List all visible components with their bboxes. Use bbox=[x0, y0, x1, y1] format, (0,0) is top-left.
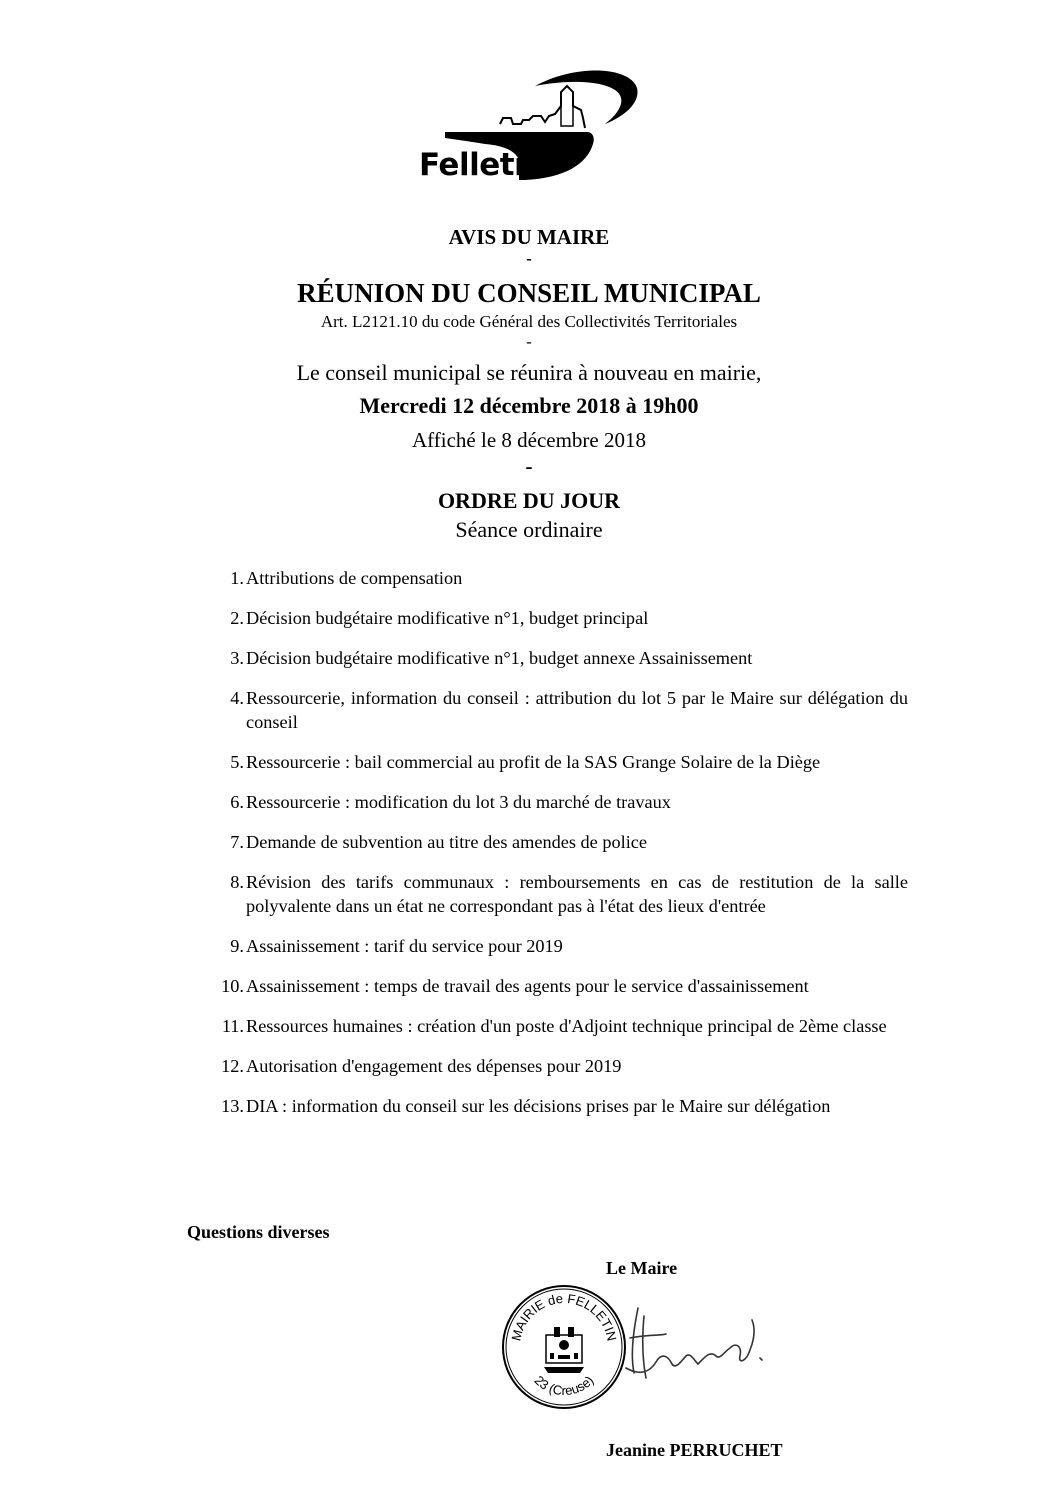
signature-icon bbox=[620, 1298, 770, 1393]
item-number: 2. bbox=[230, 608, 244, 628]
list-item bbox=[210, 566, 908, 590]
agenda-title: ORDRE DU JOUR bbox=[437, 488, 621, 513]
item-number: 7. bbox=[230, 832, 244, 852]
signatory-title: Le Maire bbox=[606, 1258, 678, 1278]
meeting-date: Mercredi 12 décembre 2018 à 19h00 bbox=[359, 393, 699, 418]
item-number: 13. bbox=[221, 1096, 244, 1116]
item-number: 8. bbox=[230, 872, 244, 892]
logo-text: Felletin bbox=[419, 147, 546, 183]
item-number: 11. bbox=[221, 1016, 244, 1036]
item-text: Ressourcerie : bail commercial au profit de la SAS Grange Solaire de la Diège bbox=[246, 752, 821, 772]
item-text: Demande de subvention au titre des amendes de police bbox=[246, 832, 648, 852]
item-number: 4. bbox=[230, 688, 244, 708]
item-text: Assainissement : tarif du service pour 2019 bbox=[246, 936, 563, 956]
list-item bbox=[210, 686, 908, 734]
official-stamp bbox=[500, 1283, 628, 1411]
notice-title: AVIS DU MAIRE bbox=[448, 225, 610, 249]
separator: - bbox=[526, 332, 532, 351]
item-text: Assainissement : temps de travail des agents pour le service d'assainissement bbox=[246, 976, 809, 996]
list-item bbox=[210, 830, 908, 854]
svg-text:23 (Creuse) bbox=[531, 1373, 596, 1399]
legal-reference: Art. L2121.10 du code Général des Collectivités Territoriales bbox=[320, 312, 738, 331]
item-number: 9. bbox=[230, 936, 244, 956]
agenda-list bbox=[210, 566, 908, 1134]
miscellaneous-questions: Questions diverses bbox=[187, 1222, 330, 1242]
item-number: 10. bbox=[221, 976, 244, 996]
item-number: 6. bbox=[230, 792, 244, 812]
separator: - bbox=[525, 454, 533, 478]
list-item bbox=[210, 790, 908, 814]
item-number: 3. bbox=[230, 648, 244, 668]
item-text: Autorisation d'engagement des dépenses pour 2019 bbox=[246, 1056, 622, 1076]
item-text: Ressourcerie : modification du lot 3 du marché de travaux bbox=[246, 792, 671, 812]
list-item bbox=[210, 606, 908, 630]
item-number: 5. bbox=[230, 752, 244, 772]
list-item bbox=[210, 870, 908, 918]
list-item bbox=[210, 646, 908, 670]
item-text: Ressources humaines : création d'un poste d'Adjoint technique principal de 2ème classe bbox=[246, 1016, 887, 1036]
list-item bbox=[210, 1014, 908, 1038]
item-number: 12. bbox=[221, 1056, 244, 1076]
stamp-bottom-text: 23 (Creuse) bbox=[531, 1372, 597, 1399]
separator: - bbox=[526, 249, 532, 268]
signatory-name: Jeanine PERRUCHET bbox=[606, 1440, 783, 1460]
list-item bbox=[210, 934, 908, 958]
list-item bbox=[210, 750, 908, 774]
posted-date: Affiché le 8 décembre 2018 bbox=[411, 428, 646, 452]
stamp-top-text: MAIRIE de FELLETIN bbox=[508, 1290, 620, 1343]
item-text: DIA : information du conseil sur les décisions prises par le Maire sur délégation bbox=[246, 1096, 831, 1116]
meeting-title: RÉUNION DU CONSEIL MUNICIPAL bbox=[297, 278, 761, 308]
item-text: Décision budgétaire modificative n°1, budget annexe Assainissement bbox=[246, 648, 753, 668]
list-item bbox=[210, 1094, 908, 1118]
list-item bbox=[210, 1054, 908, 1078]
list-item bbox=[210, 974, 908, 998]
session-type: Séance ordinaire bbox=[455, 517, 603, 542]
meeting-announcement: Le conseil municipal se réunira à nouveau en mairie, bbox=[296, 360, 762, 385]
felletin-logo bbox=[415, 66, 650, 191]
item-text: Attributions de compensation bbox=[246, 568, 463, 588]
item-number: 1. bbox=[230, 568, 244, 588]
item-text: Ressourcerie, information du conseil : attribution du lot 5 par le Maire sur délégation du conseil bbox=[246, 688, 908, 732]
handwritten-signature bbox=[620, 1298, 770, 1393]
item-text: Décision budgétaire modificative n°1, budget principal bbox=[246, 608, 649, 628]
item-text: Révision des tarifs communaux : remboursements en cas de restitution de la salle polyvalente dans un état ne correspondant pas à l'état des lieux d'entrée bbox=[246, 872, 908, 916]
town-hall-seal-icon bbox=[500, 1283, 628, 1411]
